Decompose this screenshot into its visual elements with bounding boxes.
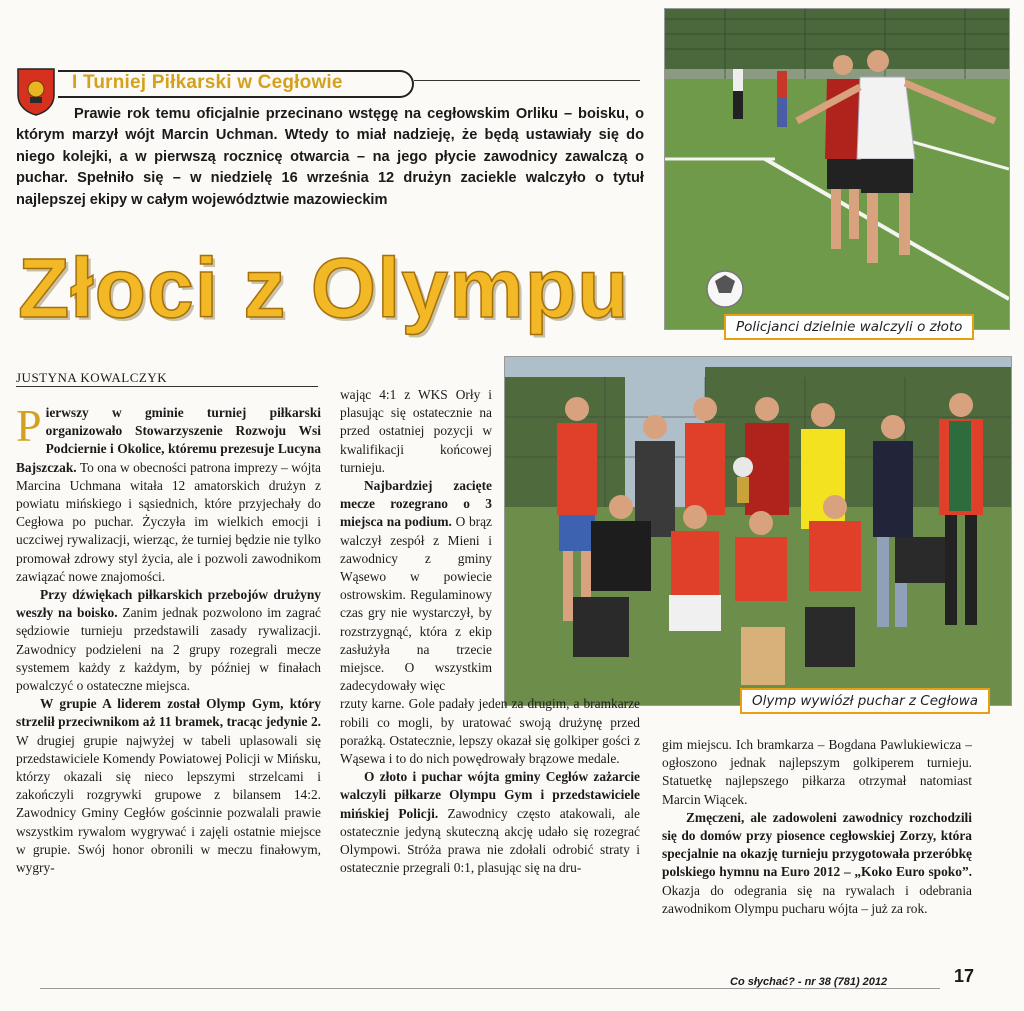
footer-rule [40,988,940,989]
paragraph-3-bold: W grupie A liderem został Olymp Gym, który strzelił przeciwnikom aż 11 bramek, tracąc jedynie 2. [16,696,321,730]
lead-paragraph: Prawie rok temu oficjalnie przecinano wstęgę na cegłowskim Orliku – boisku, o którym marzył wójt Marcin Uchman. Wtedy to miał nadzieję, że będą ustawiały się do niego kolejki, a w pierwszą rocznicę otwarcia – na jego płycie zawodnicy zawalczą o puchar. Spełniło się – w niedzielę 16 września 12 drużyn zaciekle walczyło o tytuł najlepszej ekipy w całym województwie mazowieckim [16,106,644,208]
column-2-paragraph-2-continued: rzuty karne. Gole padały jeden za drugim, a bramkarze robili co mogli, by uratować swoją drużynę przed porażką. Ostatecznie, lepszy okazał się golkiper gości z Wąsewa i to do nich powędrowały brązowe medale. [340,696,640,767]
closing-bold-text: Zmęczeni, ale zadowoleni zawodnicy rozchodzili się do domów przy piosence cegłowskiej Zorzy, która specjalnie na okazję turnieju przygotowała przeróbkę polskiego hymnu na Euro 2012 – „Koko Euro spoko”. [662,809,972,880]
intro-bold-text: ierwszy w gminie turniej piłkarski organizowało Stowarzyszenie Rozwoju Wsi Podciernie i Okolice, któremu prezesuje Lucyna Bajszczak. [16,405,321,475]
article-column-2 [340,386,640,877]
column-2-paragraph-1: wając 4:1 z WKS Orły i plasując się ostatecznie na przed ostatniej pozycji w kwalifikacji końcowej turnieju. [340,387,492,475]
section-title: I Turniej Piłkarski w Cegłowie [72,72,343,93]
column-2-paragraph-3 [340,768,640,877]
paragraph-2-text: Zanim jednak pozwolono im zagrać sędziowie turnieju przedstawili zasady rywalizacji. Zawodnicy podzieleni na 2 grupy rozegrali mecze systemem każdy z każdym, by później w finałach powalczyć o ostateczne miejsca. [16,605,321,694]
match-photo-caption: Policjanci dzielnie walczyli o złoto [724,314,974,340]
column-2-paragraph-2 [340,477,492,695]
column-2-narrow-block [340,386,492,695]
final-text: Zawodnicy często atakowali, ale ostatecznie jedyną skuteczną akcję udało się rozegrać Olympowi. Stróża prawa nie zdołali odrobić straty i ostatecznie przegrali 0:1, plasując się na dru- [340,805,640,876]
drop-cap: P [16,400,42,451]
match-photo-illustration [665,9,1009,329]
column-3-paragraph-2 [662,809,972,918]
final-bold-text: O złoto i puchar wójta gminy Cegłów zażarcie walczyli piłkarze Olympu Gym i przedstawiciele mińskiej Policji. [340,769,640,821]
closing-text: Okazja do odegrania się na rywalach i odebrania zawodnikom Olympu pucharu wójta – już za rok. [662,882,972,916]
intro-text: To ona w obecności patrona imprezy – wójta Marcina Uchmana witała 12 amatorskich drużyn z powiatu mińskiego i sąsiednich, które przyjechały do Cegłowa po puchar. Życzyła im wielkich emocji i uczciwej rywalizacji, wierząc, że turniej będzie nie tylko promował zdrowy styl życia, ale i pozwoli zawodnikom zawiązać nowe znajomości. [16,459,321,584]
ribbon-divider [414,80,640,81]
author-byline: JUSTYNA KOWALCZYK [16,370,168,385]
team-photo-caption: Olymp wywiózł puchar z Cegłowa [740,688,990,714]
paragraph-2-bold: Przy dźwiękach piłkarskich przebojów drużyny weszły na boisko. [16,587,321,621]
column-1-paragraph-1 [16,400,321,586]
podium-text: O brąz walczył zespół z Mieni i zawodnicy z gminy Wąsewo w powiecie ostrowskim. Regulaminowy czas gry nie wystarczył, by rozstrzygnąć, która z ekip zasłużyła na trzecie miejsce. O wszystkim zadecydowały więc [340,514,492,694]
podium-bold-text: Najbardziej zacięte mecze rozegrano o 3 miejsca na podium. [340,478,492,530]
article-headline: Złoci z Olympu [18,241,630,335]
column-1-paragraph-2 [16,586,321,695]
paragraph-3-text: W drugiej grupie najwyżej w tabeli uplasowali się przedstawiciele Komendy Powiatowej Policji w Mińsku, którzy okazali się nieco lepszymi strzelcami i zakończyli rozgrywki grupowe z bilansem 14:2. Zawodnicy Gminy Cegłów gościnnie pozwalali prawie wszystkim rywalom wygrywać i zajęli ostatnie miejsce w grupie. Swój honor obronili w meczu finałowym, wygry- [16,732,321,876]
column-1-paragraph-3 [16,695,321,877]
column-3-paragraph-1: gim miejscu. Ich bramkarza – Bogdana Pawlukiewicza – ogłoszono jednak najlepszym golkiperem turnieju. Statuetkę najlepszego piłkarza otrzymał natomiast Marcin Wiącek. [662,737,972,807]
match-photo [664,8,1010,330]
article-column-1 [16,400,321,877]
article-column-3 [662,736,972,918]
byline-rule [16,386,318,387]
page-number: 17 [954,966,975,986]
publication-info: Co słychać? - nr 38 (781) 2012 [730,976,888,988]
